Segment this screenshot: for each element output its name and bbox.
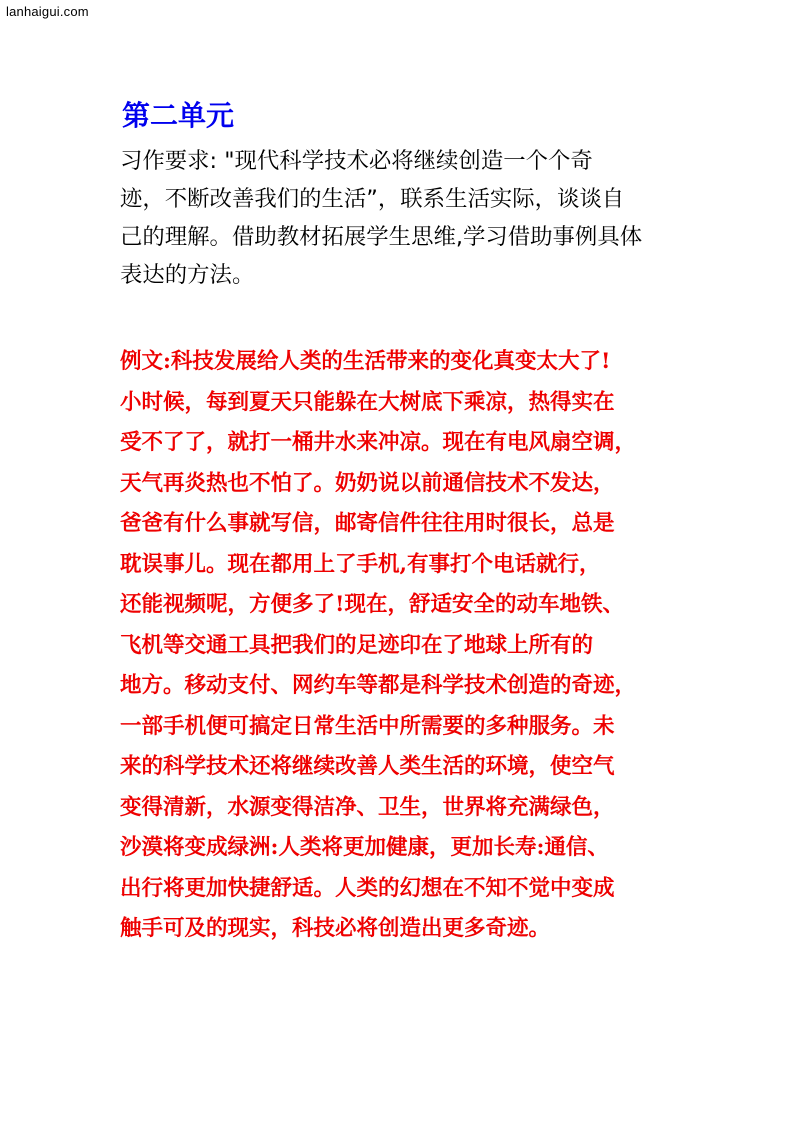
requirement-line: 迹，不断改善我们的生活”，联系生活实际，谈谈自 bbox=[120, 186, 625, 212]
document-body bbox=[120, 96, 680, 950]
requirement-line: 己的理解。借助教材拓展学生思维,学习借助事例具体 bbox=[120, 224, 643, 250]
essay-line: 天气再炎热也不怕了。奶奶说以前通信技术不发达， bbox=[120, 470, 615, 496]
essay-line: 例文:科技发展给人类的生活带来的变化真变太大了! bbox=[120, 349, 611, 374]
essay-line: 一部手机便可搞定日常生活中所需要的多种服务。未 bbox=[120, 713, 615, 739]
site-watermark: lanhaigui.com bbox=[6, 4, 89, 19]
essay-line: 飞机等交通工具把我们的足迹印在了地球上所有的 bbox=[120, 632, 594, 658]
essay-line: 地方。移动支付、网约车等都是科学技术创造的奇迹， bbox=[120, 673, 637, 698]
unit-title: 第二单元 bbox=[122, 99, 235, 132]
essay-line: 还能视频呢，方便多了!现在，舒适安全的动车地铁、 bbox=[120, 592, 624, 617]
essay-line: 沙漠将变成绿洲:人类将更加健康，更加长寿:通信、 bbox=[120, 835, 609, 860]
essay-line: 触手可及的现实，科技必将创造出更多奇迹。 bbox=[120, 916, 551, 941]
requirement-line: 表达的方法。 bbox=[120, 262, 255, 288]
requirement-line: 习作要求: "现代科学技术必将继续创造一个个奇 bbox=[120, 148, 593, 174]
essay-line: 出行将更加快捷舒适。人类的幻想在不知不觉中变成 bbox=[120, 875, 615, 901]
essay-line: 来的科学技术还将继续改善人类生活的环境，使空气 bbox=[120, 754, 615, 779]
essay-line: 变得清新，水源变得洁净、卫生，世界将充满绿色， bbox=[120, 794, 615, 820]
essay-line: 耽误事儿。现在都用上了手机,有事打个电话就行， bbox=[120, 551, 601, 577]
essay-line: 爸爸有什么事就写信，邮寄信件往往用时很长，总是 bbox=[120, 511, 615, 536]
essay-line: 受不了了，就打一桶井水来冲凉。现在有电风扇空调， bbox=[120, 430, 637, 455]
essay-line: 小时候，每到夏天只能躲在大树底下乘凉，热得实在 bbox=[120, 389, 615, 415]
sample-essay bbox=[120, 342, 680, 950]
writing-requirement bbox=[120, 142, 680, 294]
